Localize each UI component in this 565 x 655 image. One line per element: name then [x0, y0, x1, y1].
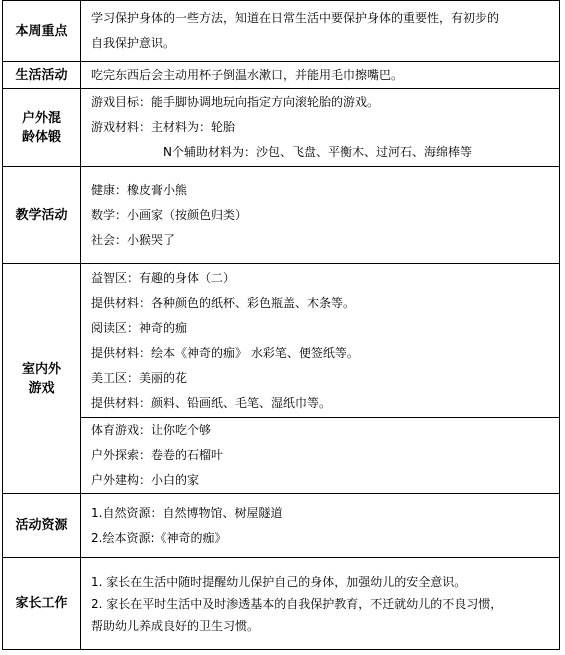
- row-label-games: [3, 264, 81, 494]
- teaching-content: [81, 167, 560, 264]
- text-line: 2. 家长在平时生活中及时渗透基本的自我保护教育，不迁就幼儿的不良习惯，: [91, 596, 503, 611]
- text-line: 提供材料：各种颜色的纸杯、彩色瓶盖、木条等。: [91, 295, 356, 310]
- text-line: 帮助幼儿养成良好的卫生习惯。: [91, 618, 260, 633]
- text-line: 户外探索：卷卷的石榴叶: [91, 448, 224, 462]
- text-line: 提供材料：绘本《神奇的痂》 水彩笔、便签纸等。: [91, 345, 359, 360]
- text-line: 益智区：有趣的身体（二）: [91, 270, 236, 285]
- table-row: [3, 167, 560, 264]
- table-row: [3, 418, 560, 494]
- text-line: 体育游戏：让你吃个够: [91, 423, 212, 437]
- table-row: [3, 62, 560, 89]
- outdoor-content: [81, 89, 560, 167]
- row-label-outdoor: [3, 89, 81, 167]
- row-label-parents: 家长工作: [3, 558, 81, 650]
- resources-content: [81, 494, 560, 558]
- table-row: [3, 264, 560, 418]
- parents-content: [81, 558, 560, 650]
- text-line: 健康：橡皮膏小熊: [91, 182, 188, 197]
- text-line: 1.自然资源：自然博物馆、树屋隧道: [91, 505, 283, 520]
- label-line: 户外混: [21, 110, 61, 126]
- table-row: [3, 558, 560, 650]
- text-line: 游戏材料：主材料为：轮胎: [91, 120, 236, 134]
- row-label-resources: 活动资源: [3, 494, 81, 558]
- text-line: N个辅助材料为：沙包、飞盘、平衡木、过河石、海绵棒等: [163, 145, 472, 159]
- text-line: 提供材料：颜料、铅画纸、毛笔、湿纸巾等。: [91, 395, 332, 410]
- weekly-plan-table: [2, 0, 560, 650]
- table-row: [3, 494, 560, 558]
- text-line: 户外建构：小白的家: [91, 473, 200, 487]
- text-line: 2.绘本资源:《神奇的痂》: [91, 530, 227, 545]
- text-line: 自我保护意识。: [91, 36, 176, 50]
- text-line: 美工区：美丽的花: [91, 370, 188, 385]
- indoor-games-content: [81, 264, 560, 418]
- text-line: 社会：小猴哭了: [91, 232, 176, 247]
- text-line: 吃完东西后会主动用杯子倒温水漱口，并能用毛巾擦嘴巴。: [91, 67, 404, 82]
- label-line: 游戏: [28, 380, 55, 396]
- label-line: 室内外: [21, 361, 61, 377]
- text-line: 阅读区：神奇的痂: [91, 320, 188, 335]
- row-label-teaching: 教学活动: [3, 167, 81, 264]
- row-label-focus: 本周重点: [3, 1, 81, 62]
- outdoor-games-content: [81, 418, 560, 494]
- table-row: [3, 1, 560, 62]
- text-line: 游戏目标：能手脚协调地玩向指定方向滚轮胎的游戏。: [91, 95, 380, 109]
- text-line: 数学：小画家（按颜色归类）: [91, 207, 248, 222]
- life-content: [81, 62, 560, 89]
- label-line: 龄体锻: [21, 129, 61, 145]
- row-label-life: 生活活动: [3, 62, 81, 89]
- focus-content: [81, 1, 560, 62]
- text-line: 学习保护身体的一些方法，知道在日常生活中要保护身体的重要性，有初步的: [91, 11, 500, 25]
- text-line: 1. 家长在生活中随时提醒幼儿保护自己的身体，加强幼儿的安全意识。: [91, 574, 467, 589]
- table-row: [3, 89, 560, 167]
